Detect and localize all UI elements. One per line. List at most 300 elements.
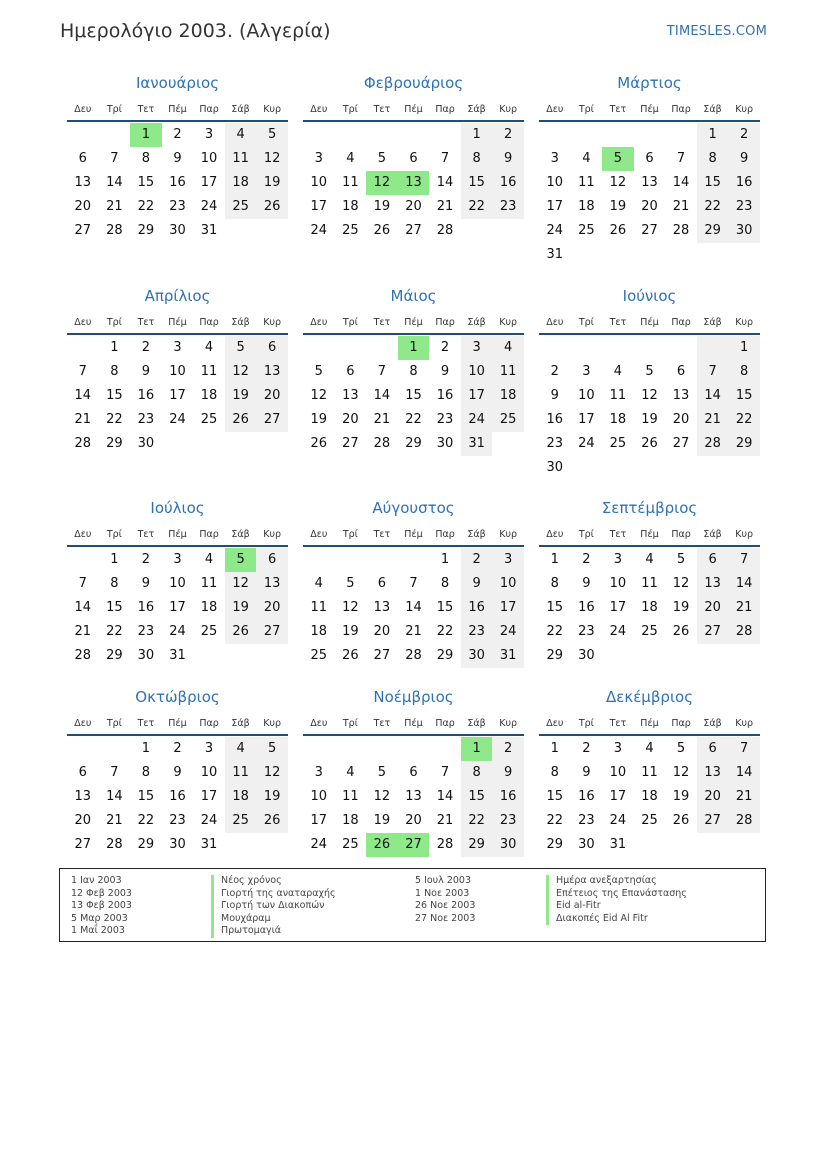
day-cell: 21 — [106, 199, 123, 214]
day-cell: 3 — [173, 340, 182, 355]
weekday-label: Δευ — [546, 103, 564, 115]
weekday-label: Δευ — [546, 316, 564, 328]
weekday-header — [67, 98, 288, 122]
empty-cell — [398, 123, 430, 147]
month-name: Σεπτέμβριος — [601, 499, 698, 517]
holiday-day-cell: 12 — [366, 171, 398, 195]
month-block — [303, 285, 524, 456]
weekday-label: Κυρ — [499, 103, 518, 115]
weekday-label: Πέμ — [640, 528, 659, 540]
day-cell: 30 — [578, 648, 595, 663]
weekday-label: Παρ — [671, 103, 691, 115]
day-cell: 30 — [169, 223, 186, 238]
day-cell: 7 — [676, 151, 686, 166]
day-cell: 16 — [436, 388, 454, 403]
weekday-label: Τετ — [373, 528, 391, 540]
day-cell: 5 — [377, 765, 387, 780]
weekday-label: Κυρ — [263, 103, 282, 115]
day-cell: 12 — [310, 388, 328, 403]
day-cell: 17 — [200, 175, 218, 190]
legend-date: 13 Φεβ 2003 — [71, 900, 132, 911]
day-cell: 15 — [697, 171, 729, 195]
legend-holiday-name: Μουχάραμ — [211, 913, 336, 926]
day-cell: 14 — [672, 175, 690, 190]
weekday-label: Τετ — [373, 103, 391, 115]
day-cell: 13 — [672, 388, 690, 403]
day-cell: 8 — [461, 147, 493, 171]
day-cell: 22 — [461, 195, 493, 219]
weekday-label: Σάβ — [231, 316, 250, 328]
day-cell: 8 — [110, 576, 119, 591]
day-cell: 2 — [461, 548, 493, 572]
day-cell: 25 — [609, 436, 627, 451]
weekday-label: Σάβ — [703, 316, 722, 328]
day-cell: 14 — [373, 388, 391, 403]
day-cell: 10 — [546, 175, 564, 190]
day-cell: 1 — [550, 552, 559, 567]
empty-cell — [429, 737, 461, 761]
day-cell: 24 — [461, 408, 493, 432]
weekday-label: Παρ — [671, 717, 691, 729]
day-cell: 4 — [346, 765, 355, 780]
day-cell: 13 — [74, 789, 92, 804]
day-cell: 17 — [609, 789, 627, 804]
day-cell: 9 — [440, 364, 450, 379]
day-cell: 22 — [137, 813, 155, 828]
day-cell: 18 — [492, 384, 524, 408]
day-grid — [539, 336, 760, 480]
day-cell: 18 — [200, 388, 218, 403]
weekday-label: Παρ — [435, 717, 455, 729]
holiday-day-cell: 26 — [366, 833, 398, 857]
day-cell: 16 — [546, 412, 564, 427]
month-block — [303, 686, 524, 857]
weekday-label: Τρί — [106, 316, 122, 328]
legend-holiday-name: Ημέρα ανεξαρτησίας — [546, 875, 687, 888]
day-cell: 10 — [169, 364, 186, 379]
day-cell: 17 — [492, 596, 524, 620]
day-cell: 24 — [169, 412, 186, 427]
brand-link[interactable]: TIMESLES.COM — [666, 24, 767, 39]
day-cell: 23 — [578, 813, 595, 828]
empty-cell — [366, 123, 398, 147]
day-cell: 28 — [373, 436, 391, 451]
weekday-label: Πέμ — [168, 103, 187, 115]
month-name: Φεβρουάριος — [363, 74, 464, 92]
day-grid — [67, 123, 288, 243]
day-cell: 22 — [137, 199, 155, 214]
day-cell: 19 — [373, 813, 391, 828]
day-cell: 27 — [405, 223, 422, 238]
weekday-header — [539, 98, 760, 122]
legend-date: 26 Νοε 2003 — [415, 900, 476, 911]
day-cell: 16 — [137, 600, 155, 615]
day-cell: 3 — [582, 364, 591, 379]
month-block — [303, 497, 524, 668]
day-cell: 22 — [106, 412, 123, 427]
day-cell: 11 — [310, 600, 328, 615]
day-cell: 2 — [582, 741, 591, 756]
weekday-label: Κυρ — [263, 316, 282, 328]
day-cell: 29 — [137, 223, 155, 238]
day-cell: 5 — [256, 123, 288, 147]
day-cell: 25 — [225, 195, 257, 219]
day-cell: 22 — [106, 624, 123, 639]
weekday-label: Τετ — [137, 528, 155, 540]
weekday-label: Παρ — [199, 528, 219, 540]
day-cell: 22 — [546, 813, 564, 828]
day-cell: 10 — [492, 572, 524, 596]
weekday-label: Πέμ — [168, 528, 187, 540]
day-cell: 30 — [492, 833, 524, 857]
holiday-day-cell: 1 — [398, 336, 430, 360]
day-cell: 21 — [373, 412, 391, 427]
weekday-label: Κυρ — [263, 717, 282, 729]
day-cell: 4 — [613, 364, 623, 379]
day-cell: 2 — [141, 340, 151, 355]
day-cell: 29 — [137, 837, 155, 852]
day-cell: 20 — [672, 412, 690, 427]
day-grid — [303, 548, 524, 668]
day-cell: 29 — [436, 648, 454, 663]
weekday-label: Δευ — [74, 103, 92, 115]
day-cell: 30 — [546, 460, 564, 475]
day-cell: 21 — [106, 813, 123, 828]
day-cell: 30 — [436, 436, 454, 451]
day-cell: 22 — [546, 624, 564, 639]
day-cell: 11 — [641, 576, 658, 591]
day-cell: 19 — [641, 412, 658, 427]
day-cell: 11 — [641, 765, 658, 780]
weekday-label: Τρί — [342, 528, 358, 540]
day-cell: 16 — [578, 600, 595, 615]
day-grid — [539, 123, 760, 267]
day-cell: 18 — [342, 199, 359, 214]
legend-date: 5 Μαρ 2003 — [71, 912, 128, 924]
day-cell: 3 — [613, 741, 623, 756]
day-cell: 28 — [728, 809, 760, 833]
empty-cell — [366, 737, 398, 761]
day-cell: 12 — [373, 789, 391, 804]
day-cell: 9 — [173, 151, 182, 166]
day-cell: 20 — [641, 199, 658, 214]
weekday-label: Πέμ — [404, 316, 423, 328]
day-cell: 27 — [74, 837, 92, 852]
holiday-day-cell: 5 — [225, 548, 257, 572]
day-cell: 8 — [110, 364, 119, 379]
empty-cell — [398, 737, 430, 761]
day-cell: 28 — [672, 223, 690, 238]
weekday-label: Πέμ — [640, 316, 659, 328]
empty-cell — [602, 123, 634, 147]
day-cell: 17 — [310, 199, 328, 214]
empty-cell — [67, 123, 99, 147]
day-cell: 25 — [492, 408, 524, 432]
day-cell: 18 — [578, 199, 595, 214]
day-cell: 2 — [141, 552, 151, 567]
day-cell: 26 — [256, 195, 288, 219]
legend-date: 5 Ιουλ 2003 — [415, 875, 471, 886]
day-cell: 12 — [342, 600, 359, 615]
weekday-label: Τετ — [137, 103, 155, 115]
weekday-label: Πέμ — [168, 316, 187, 328]
day-cell: 21 — [436, 199, 454, 214]
day-cell: 1 — [550, 741, 559, 756]
day-cell: 8 — [141, 151, 151, 166]
day-cell: 17 — [546, 199, 564, 214]
day-cell: 24 — [169, 624, 186, 639]
day-cell: 17 — [200, 789, 218, 804]
day-cell: 12 — [256, 761, 288, 785]
day-cell: 25 — [641, 813, 658, 828]
day-cell: 31 — [546, 247, 564, 262]
day-cell: 19 — [672, 789, 690, 804]
day-cell: 1 — [728, 336, 760, 360]
day-cell: 8 — [550, 765, 559, 780]
empty-cell — [539, 123, 571, 147]
day-cell: 6 — [346, 364, 355, 379]
day-cell: 26 — [641, 436, 658, 451]
day-cell: 19 — [310, 412, 328, 427]
day-grid — [303, 336, 524, 456]
day-cell: 29 — [461, 833, 493, 857]
weekday-label: Δευ — [74, 316, 92, 328]
day-cell: 24 — [609, 624, 627, 639]
empty-cell — [335, 737, 367, 761]
day-cell: 23 — [436, 412, 454, 427]
day-cell: 28 — [74, 648, 92, 663]
day-cell: 16 — [578, 789, 595, 804]
day-cell: 19 — [225, 384, 257, 408]
day-cell: 30 — [137, 436, 155, 451]
holiday-day-cell: 13 — [398, 171, 430, 195]
day-cell: 15 — [106, 388, 123, 403]
day-cell: 25 — [641, 624, 658, 639]
empty-cell — [539, 336, 571, 360]
day-cell: 23 — [169, 813, 186, 828]
day-cell: 2 — [440, 340, 450, 355]
legend-holiday-name: Νέος χρόνος — [211, 875, 336, 888]
day-cell: 20 — [342, 412, 359, 427]
empty-cell — [303, 336, 335, 360]
legend-names-left — [211, 875, 336, 938]
day-cell: 7 — [110, 765, 119, 780]
weekday-label: Τετ — [609, 717, 627, 729]
day-cell: 5 — [676, 552, 686, 567]
month-block — [539, 686, 760, 857]
month-block — [303, 72, 524, 243]
empty-cell — [67, 336, 99, 360]
month-block — [67, 72, 288, 243]
weekday-label: Κυρ — [735, 717, 754, 729]
weekday-header — [303, 98, 524, 122]
day-cell: 11 — [225, 761, 257, 785]
weekday-label: Παρ — [671, 528, 691, 540]
day-cell: 13 — [405, 789, 422, 804]
weekday-header — [303, 523, 524, 547]
day-cell: 28 — [436, 837, 454, 852]
day-cell: 30 — [169, 837, 186, 852]
day-cell: 16 — [492, 785, 524, 809]
weekday-label: Δευ — [310, 316, 328, 328]
day-cell: 27 — [697, 620, 729, 644]
day-cell: 16 — [461, 596, 493, 620]
day-cell: 20 — [697, 785, 729, 809]
day-cell: 19 — [373, 199, 391, 214]
day-cell: 16 — [169, 175, 186, 190]
day-cell: 6 — [645, 151, 654, 166]
day-cell: 19 — [225, 596, 257, 620]
month-name: Ιούλιος — [150, 499, 205, 517]
day-cell: 8 — [440, 576, 450, 591]
day-cell: 22 — [436, 624, 454, 639]
weekday-label: Τρί — [578, 316, 594, 328]
weekday-label: Παρ — [199, 316, 219, 328]
day-cell: 26 — [609, 223, 627, 238]
weekday-label: Τετ — [609, 316, 627, 328]
day-grid — [539, 737, 760, 857]
empty-cell — [602, 336, 634, 360]
weekday-label: Σάβ — [467, 528, 486, 540]
day-cell: 29 — [405, 436, 422, 451]
day-cell: 8 — [141, 765, 151, 780]
weekday-label: Δευ — [310, 717, 328, 729]
day-cell: 27 — [373, 648, 391, 663]
day-cell: 10 — [200, 151, 218, 166]
weekday-label: Τρί — [578, 103, 594, 115]
day-cell: 26 — [373, 223, 391, 238]
day-cell: 10 — [310, 789, 328, 804]
empty-cell — [335, 336, 367, 360]
day-cell: 24 — [310, 223, 328, 238]
day-cell: 22 — [405, 412, 422, 427]
empty-cell — [303, 737, 335, 761]
weekday-label: Δευ — [74, 717, 92, 729]
month-block — [67, 285, 288, 456]
weekday-label: Σάβ — [703, 103, 722, 115]
weekday-label: Τρί — [578, 528, 594, 540]
day-cell: 21 — [728, 785, 760, 809]
day-cell: 6 — [256, 336, 288, 360]
day-cell: 14 — [728, 572, 760, 596]
day-cell: 21 — [697, 408, 729, 432]
day-cell: 13 — [641, 175, 658, 190]
day-cell: 20 — [373, 624, 391, 639]
day-cell: 9 — [461, 572, 493, 596]
weekday-label: Σάβ — [467, 717, 486, 729]
day-cell: 14 — [74, 388, 92, 403]
day-cell: 4 — [645, 741, 654, 756]
weekday-label: Σάβ — [467, 316, 486, 328]
weekday-label: Τετ — [373, 316, 391, 328]
day-cell: 11 — [342, 175, 359, 190]
day-cell: 28 — [436, 223, 454, 238]
month-block — [539, 285, 760, 480]
month-name: Μάιος — [390, 287, 437, 305]
day-cell: 15 — [405, 388, 422, 403]
day-cell: 14 — [728, 761, 760, 785]
day-cell: 25 — [342, 837, 359, 852]
day-cell: 30 — [578, 837, 595, 852]
day-cell: 23 — [169, 199, 186, 214]
day-cell: 23 — [578, 624, 595, 639]
day-cell: 26 — [342, 648, 359, 663]
day-cell: 26 — [672, 624, 690, 639]
day-cell: 29 — [106, 648, 123, 663]
day-cell: 24 — [310, 837, 328, 852]
day-cell: 3 — [461, 336, 493, 360]
day-cell: 26 — [225, 620, 257, 644]
day-cell: 2 — [492, 737, 524, 761]
day-cell: 29 — [697, 219, 729, 243]
day-cell: 14 — [74, 600, 92, 615]
day-cell: 15 — [546, 789, 564, 804]
day-cell: 3 — [550, 151, 559, 166]
day-cell: 1 — [141, 741, 151, 756]
day-cell: 6 — [409, 151, 418, 166]
day-cell: 31 — [609, 837, 627, 852]
day-cell: 18 — [200, 600, 218, 615]
day-cell: 19 — [256, 171, 288, 195]
day-cell: 25 — [342, 223, 359, 238]
day-cell: 13 — [373, 600, 391, 615]
day-cell: 9 — [141, 576, 151, 591]
day-cell: 11 — [342, 789, 359, 804]
weekday-label: Τρί — [342, 316, 358, 328]
day-cell: 24 — [200, 199, 218, 214]
weekday-label: Πέμ — [640, 717, 659, 729]
day-cell: 13 — [697, 572, 729, 596]
day-cell: 16 — [169, 789, 186, 804]
day-cell: 11 — [609, 388, 627, 403]
legend-date: 1 Ιαν 2003 — [71, 875, 122, 886]
month-name: Δεκέμβριος — [605, 688, 693, 706]
day-cell: 18 — [225, 171, 257, 195]
day-cell: 21 — [728, 596, 760, 620]
day-cell: 18 — [641, 600, 658, 615]
month-block — [67, 497, 288, 668]
empty-cell — [697, 336, 729, 360]
day-cell: 4 — [314, 576, 323, 591]
day-cell: 5 — [645, 364, 654, 379]
day-cell: 18 — [342, 813, 359, 828]
day-cell: 21 — [74, 624, 92, 639]
day-cell: 2 — [550, 364, 559, 379]
weekday-label: Κυρ — [499, 528, 518, 540]
empty-cell — [366, 336, 398, 360]
weekday-label: Πέμ — [640, 103, 659, 115]
weekday-label: Σάβ — [703, 528, 722, 540]
day-cell: 25 — [578, 223, 595, 238]
day-cell: 26 — [256, 809, 288, 833]
day-cell: 25 — [310, 648, 328, 663]
day-cell: 24 — [609, 813, 627, 828]
weekday-label: Κυρ — [735, 316, 754, 328]
weekday-label: Κυρ — [499, 316, 518, 328]
day-cell: 18 — [641, 789, 658, 804]
day-cell: 10 — [169, 576, 186, 591]
day-cell: 18 — [609, 412, 627, 427]
month-name: Απρίλιος — [144, 287, 211, 305]
day-cell: 23 — [137, 624, 155, 639]
weekday-label: Δευ — [74, 528, 92, 540]
day-cell: 27 — [697, 809, 729, 833]
weekday-header — [67, 523, 288, 547]
weekday-label: Παρ — [199, 103, 219, 115]
day-cell: 28 — [106, 223, 123, 238]
day-cell: 26 — [672, 813, 690, 828]
day-cell: 4 — [582, 151, 591, 166]
